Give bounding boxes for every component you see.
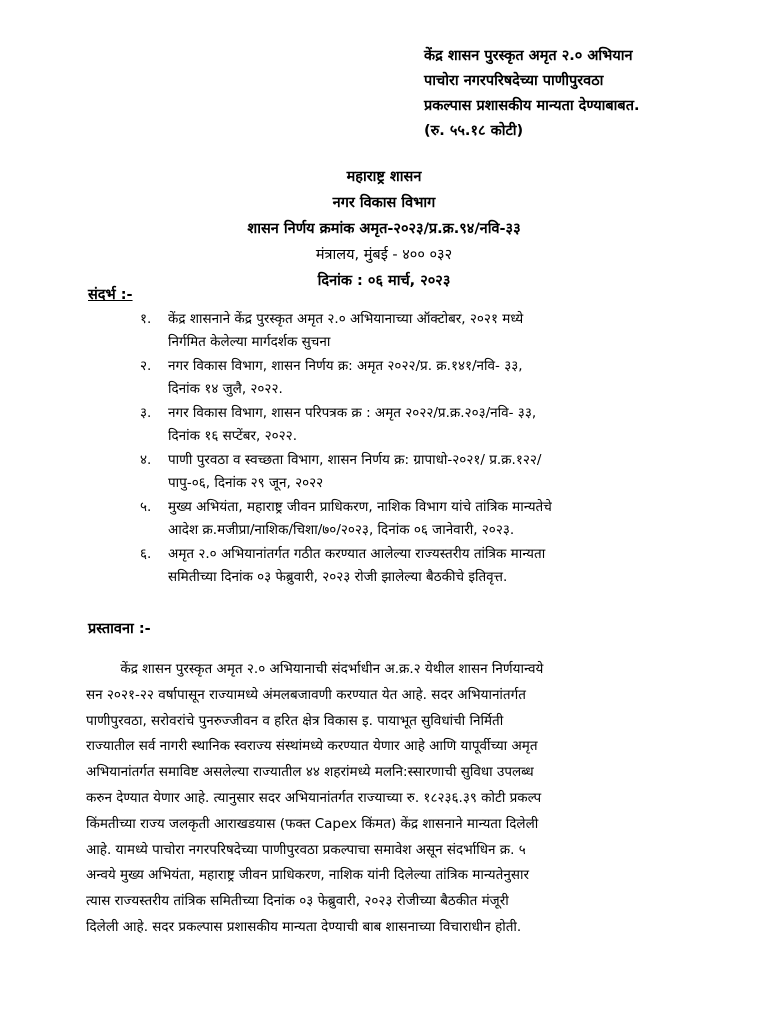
references-heading: संदर्भ :- [88, 287, 133, 303]
preamble-line: त्यास राज्यस्तरीय तांत्रिक समितीच्या दिनांक ०३ फेब्रुवारी, २०२३ रोजीच्या बैठकीत मंजूरी [86, 893, 509, 910]
preamble-line: करुन देण्यात येणार आहे. त्यानुसार सदर अभियानांतर्गत राज्याच्या रु. १८२३६.३९ कोटी प्रकल्प [86, 789, 542, 806]
preamble-paragraph [86, 657, 698, 941]
reference-text: अमृत २.० अभियानांतर्गत गठीत करण्यात आलेल्या राज्यस्तरीय तांत्रिक मान्यता [168, 546, 546, 562]
reference-number: २. [140, 358, 152, 374]
preamble-heading: प्रस्तावना :- [88, 621, 151, 637]
preamble-line: अन्वये मुख्य अभियंता, महाराष्ट्र जीवन प्राधिकरण, नाशिक यांनी दिलेल्या तांत्रिक मान्यतेनुसार [86, 867, 529, 884]
reference-item [140, 496, 700, 542]
references-list [140, 308, 700, 590]
reference-item [140, 355, 700, 401]
reference-number: १. [140, 311, 152, 327]
reference-item [140, 308, 700, 354]
preamble-line: पाणीपुरवठा, सरोवरांचे पुनरुज्जीवन व हरित क्षेत्र विकास इ. पायाभूत सुविधांची निर्मिती [86, 712, 504, 729]
resolution-header [0, 164, 768, 294]
preamble-line: सन २०२१-२२ वर्षापासून राज्यामध्ये अंमलबजावणी करण्यात येत आहे. सदर अभियानांतर्गत [86, 686, 526, 703]
reference-number: ३. [140, 405, 152, 421]
reference-text: नगर विकास विभाग, शासन निर्णय क्र: अमृत २०२२/प्र. क्र.१४१/नवि- ३३, [168, 358, 523, 374]
preamble-line: राज्यातील सर्व नागरी स्थानिक स्वराज्य संस्थांमध्ये करण्यात येणार आहे आणि यापूर्वीच्या अमृत [86, 738, 538, 755]
reference-text: केंद्र शासनाने केंद्र पुरस्कृत अमृत २.० अभियानाच्या ऑक्टोबर, २०२१ मध्ये [168, 311, 524, 327]
reference-text: नगर विकास विभाग, शासन परिपत्रक क्र : अमृत २०२२/प्र.क्र.२०३/नवि- ३३, [168, 405, 537, 421]
subject-line: पाचोरा नगरपरिषदेच्या पाणीपुरवठा [424, 73, 604, 89]
reference-text: निर्गमित केलेल्या मार्गदर्शक सुचना [168, 334, 331, 350]
reference-text: मुख्य अभियंता, महाराष्ट्र जीवन प्राधिकरण, नाशिक विभाग यांचे तांत्रिक मान्यतेचे [168, 499, 552, 515]
reference-text: आदेश क्र.मजीप्रा/नाशिक/चिशा/७०/२०२३, दिनांक ०६ जानेवारी, २०२३. [168, 522, 515, 538]
subject-block [424, 44, 754, 144]
preamble-line: दिलेली आहे. सदर प्रकल्पास प्रशासकीय मान्यता देण्याची बाब शासनाच्या विचाराधीन होती. [86, 918, 522, 935]
subject-line: (रु. ५५.१८ कोटी) [424, 123, 524, 139]
resolution-number: शासन निर्णय क्रमांक अमृत-२०२३/प्र.क्र.९४/नवि-३३ [247, 221, 521, 237]
subject-line: प्रकल्पास प्रशासकीय मान्यता देण्याबाबत. [424, 98, 640, 114]
preamble-line: किंमतीच्या राज्य जलकृती आराखडयास (फक्त Capex किंमत) केंद्र शासनाने मान्यता दिलेली [86, 815, 539, 832]
reference-text: पाणी पुरवठा व स्वच्छता विभाग, शासन निर्णय क्र: ग्रापाधो-२०२१/ प्र.क्र.१२२/ [168, 452, 542, 468]
office-address: मंत्रालय, मुंबई - ४०० ०३२ [315, 247, 453, 263]
reference-number: ५. [140, 499, 152, 515]
reference-number: ६. [140, 546, 152, 562]
reference-number: ४. [140, 452, 152, 468]
resolution-date: दिनांक : ०६ मार्च, २०२३ [317, 273, 451, 289]
subject-line: केंद्र शासन पुरस्कृत अमृत २.० अभियान [424, 48, 633, 64]
reference-item [140, 449, 700, 495]
preamble-line: केंद्र शासन पुरस्कृत अमृत २.० अभियानाची संदर्भाधीन अ.क्र.२ येथील शासन निर्णयान्वये [86, 661, 544, 677]
reference-text: दिनांक १४ जुलै, २०२२. [168, 381, 283, 397]
preamble-line: अभियानांतर्गत समाविष्ट असलेल्या राज्यातील ४४ शहरांमध्ये मलनि:स्सारणाची सुविधा उपलब्ध [86, 764, 534, 781]
preamble-line: आहे. यामध्ये पाचोरा नगरपरिषदेच्या पाणीपुरवठा प्रकल्पाचा समावेश असून संदर्भाधिन क्र. ५ [86, 841, 526, 858]
reference-text: समितीच्या दिनांक ०३ फेब्रुवारी, २०२३ रोजी झालेल्या बैठकीचे इतिवृत्त. [168, 569, 508, 585]
reference-item [140, 402, 700, 448]
department-name: नगर विकास विभाग [332, 195, 436, 211]
reference-text: पापु-०६, दिनांक २९ जून, २०२२ [168, 475, 324, 491]
government-name: महाराष्ट्र शासन [346, 169, 422, 185]
reference-item [140, 543, 700, 589]
reference-text: दिनांक १६ सप्टेंबर, २०२२. [168, 428, 297, 444]
